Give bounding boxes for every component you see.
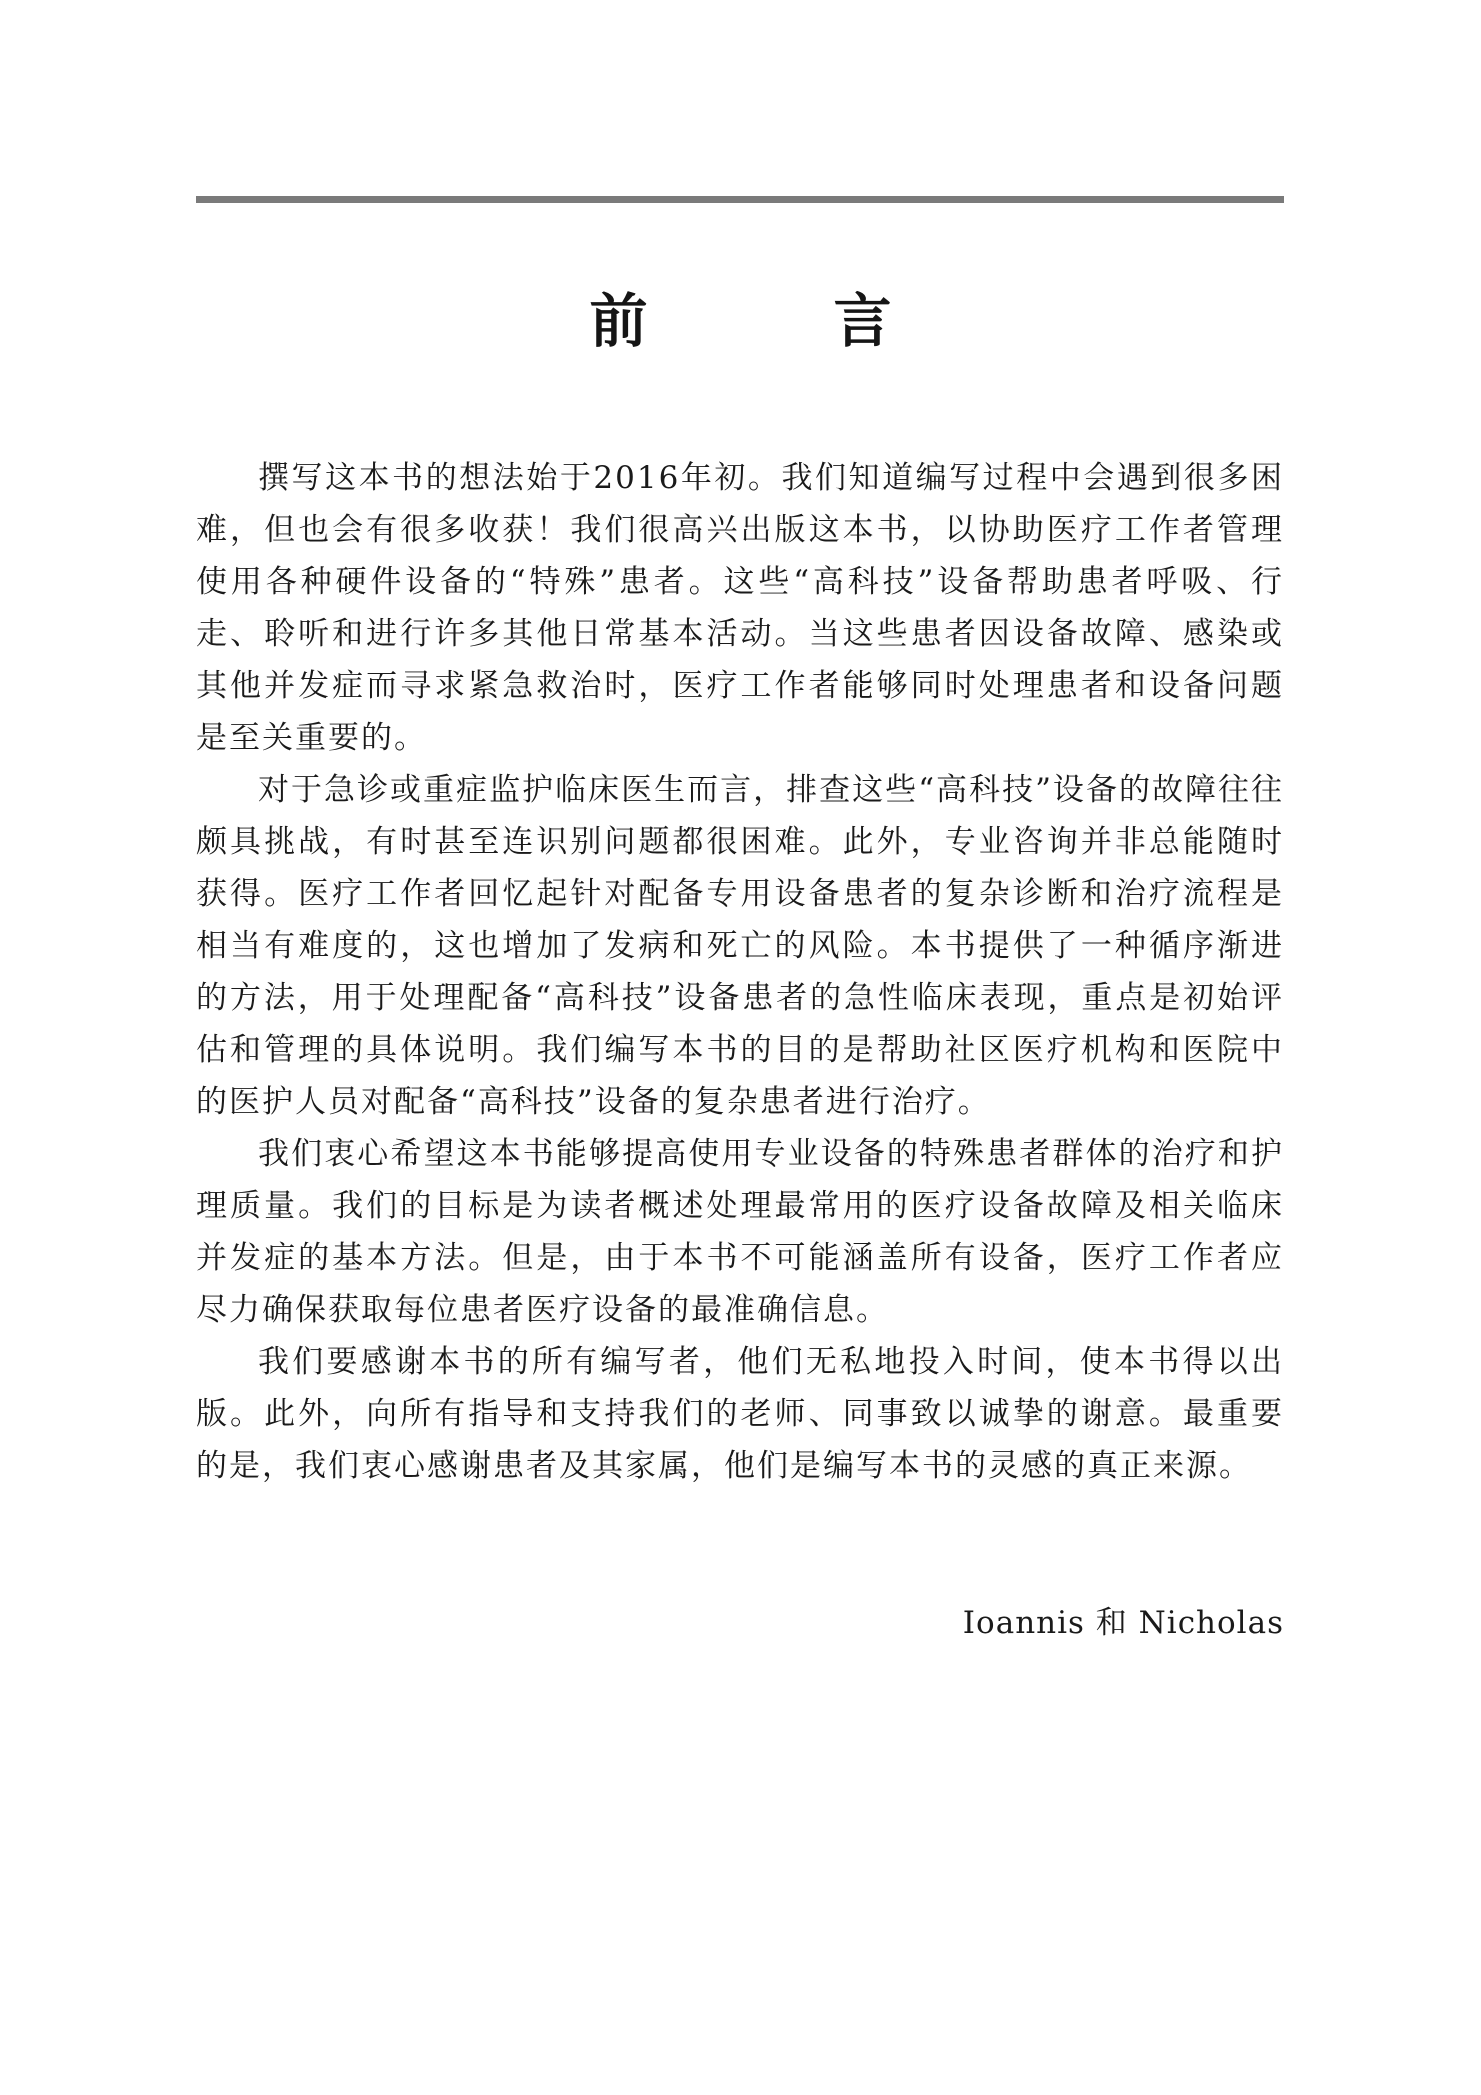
paragraph-1: 撰写这本书的想法始于2016年初。我们知道编写过程中会遇到很多困难，但也会有很多收获！我们很高兴出版这本书，以协助医疗工作者管理使用各种硬件设备的“特殊”患者。这些“高科技”设备帮助患者呼吸、行走、聆听和进行许多其他日常基本活动。当这些患者因设备故障、感染或其他并发症而寻求紧急救治时，医疗工作者能够同时处理患者和设备问题是至关重要的。 [196,460,1284,756]
page-title: 前 言 [589,287,956,355]
paragraph-2: 对于急诊或重症监护临床医生而言，排查这些“高科技”设备的故障往往颇具挑战，有时甚至连识别问题都很困难。此外，专业咨询并非总能随时获得。医疗工作者回忆起针对配备专用设备患者的复杂诊断和治疗流程是相当有难度的，这也增加了发病和死亡的风险。本书提供了一种循序渐进的方法，用于处理配备“高科技”设备患者的急性临床表现，重点是初始评估和管理的具体说明。我们编写本书的目的是帮助社区医疗机构和医院中的医护人员对配备“高科技”设备的复杂患者进行治疗。 [196,772,1284,1120]
paragraph-4: 我们要感谢本书的所有编写者，他们无私地投入时间，使本书得以出版。此外，向所有指导和支持我们的老师、同事致以诚挚的谢意。最重要的是，我们衷心感谢患者及其家属，他们是编写本书的灵感的真正来源。 [196,1344,1284,1484]
top-rule [196,196,1284,203]
paragraph-3: 我们衷心希望这本书能够提高使用专业设备的特殊患者群体的治疗和护理质量。我们的目标是为读者概述处理最常用的医疗设备故障及相关临床并发症的基本方法。但是，由于本书不可能涵盖所有设备，医疗工作者应尽力确保获取每位患者医疗设备的最准确信息。 [196,1136,1284,1328]
signature: Ioannis 和 Nicholas [962,1605,1284,1641]
preface-body [196,452,1284,1492]
